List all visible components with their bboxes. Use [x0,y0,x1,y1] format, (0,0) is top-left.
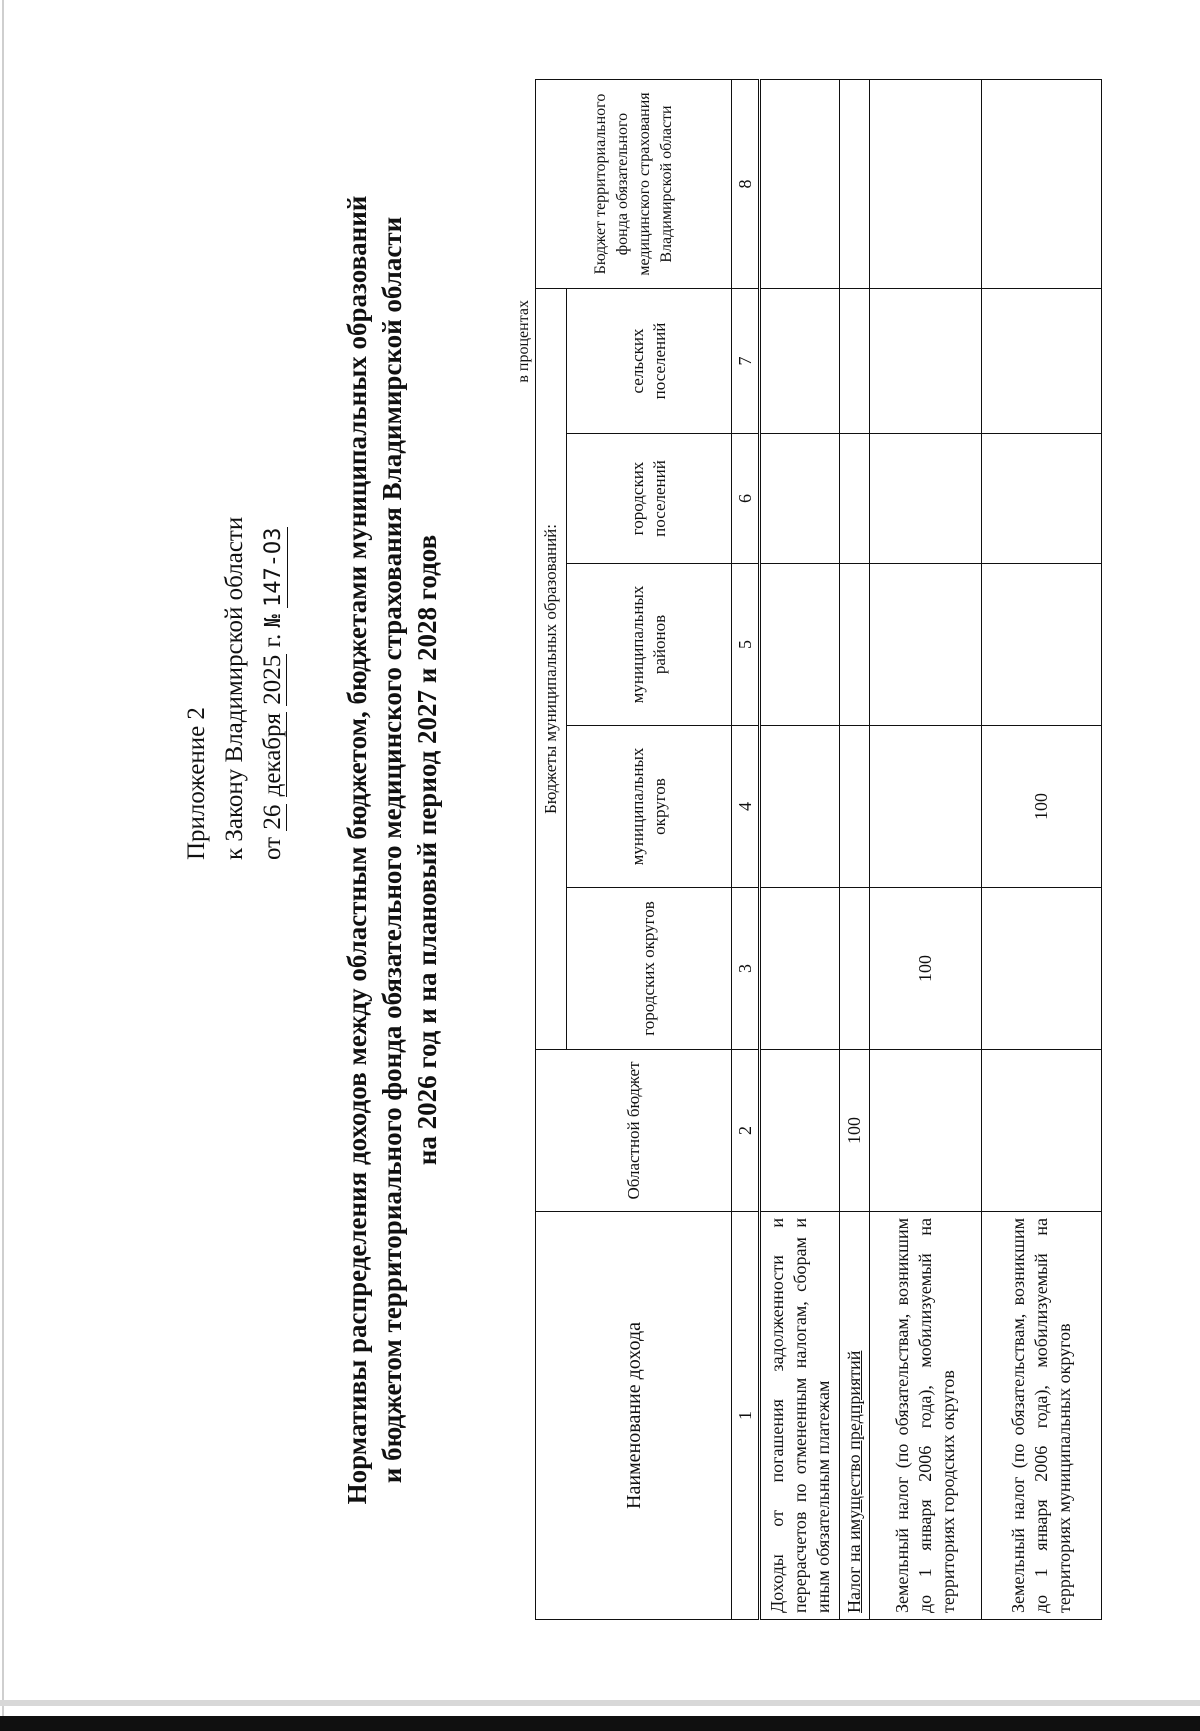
column-number: 5 [732,564,760,726]
appendix-line-1: Приложение 2 [183,707,210,860]
appendix-month: декабря [259,712,286,797]
appendix-year: 2025 [259,654,286,705]
header-fund-budget: Бюджет территориального фонда обязательного медицинского страхования Владимирской области [536,80,732,289]
table-row [840,80,870,1620]
scan-edge-bottom-shadow [0,1700,1200,1706]
row-city-districts-value: 100 [870,888,982,1050]
header-city-districts: городских округов [567,888,732,1050]
row-rural-settlements-value [840,289,870,434]
column-number: 4 [732,726,760,888]
row-regional-value: 100 [840,1050,870,1212]
row-urban-settlements-value [870,434,982,564]
appendix-block [178,517,293,860]
row-income-name: Земельный налог (по обязательствам, возникшим до 1 января 2006 года), мобилизуемый на территориях муниципальных округов [982,1212,1102,1620]
row-urban-settlements-value [840,434,870,564]
appendix-number: 147-ОЗ [261,527,286,608]
header-rural-settlements: сельских поселений [567,289,732,434]
scan-edge-left [2,0,4,1731]
row-fund-value [760,80,840,289]
row-rural-settlements-value [870,289,982,434]
row-city-districts-value [982,888,1102,1050]
column-number: 2 [732,1050,760,1212]
row-municipal-districts-value [840,726,870,888]
title-line-2: и бюджетом территориального фонда обязательного медицинского страхования Владимирской области [377,216,407,1484]
row-city-districts-value [760,888,840,1050]
row-rural-settlements-value [982,289,1102,434]
appendix-line-3 [254,517,293,860]
table-row [982,80,1102,1620]
row-municipal-districts-value [870,726,982,888]
column-number: 7 [732,289,760,434]
row-urban-settlements-value [982,434,1102,564]
row-municipal-regions-value [870,564,982,726]
header-municipal-districts: муниципальных округов [567,726,732,888]
appendix-number-sign: № [261,614,286,628]
column-number: 8 [732,80,760,289]
norms-table [535,79,1102,1620]
row-municipal-regions-value [760,564,840,726]
column-number: 3 [732,888,760,1050]
unit-label: в процентах [515,300,532,383]
document-title [340,10,445,1690]
header-municipal-regions: муниципальных районов [567,564,732,726]
table-row [870,80,982,1620]
document-page [10,10,1110,1690]
row-fund-value [840,80,870,289]
title-line-3: на 2026 год и на плановый период 2027 и 2028 годов [412,534,442,1166]
row-rural-settlements-value [760,289,840,434]
row-municipal-regions-value [840,564,870,726]
header-income-name: Наименование дохода [536,1212,732,1620]
row-regional-value [982,1050,1102,1212]
appendix-line-2: к Закону Владимирской области [221,516,248,860]
scan-edge-bottom [0,1716,1200,1731]
row-regional-value [760,1050,840,1212]
column-number: 1 [732,1212,760,1620]
header-urban-settlements: городских поселений [567,434,732,564]
header-regional-budget: Областной бюджет [536,1050,732,1212]
row-fund-value [870,80,982,289]
row-income-name: Налог на имущество предприятий [840,1212,870,1620]
row-income-name: Земельный налог (по обязательствам, возникшим до 1 января 2006 года), мобилизуемый на территориях городских округов [870,1212,982,1620]
row-municipal-districts-value [760,726,840,888]
column-number: 6 [732,434,760,564]
row-municipal-regions-value [982,564,1102,726]
row-city-districts-value [840,888,870,1050]
title-line-1: Нормативы распределения доходов между областным бюджетом, бюджетами муниципальных образований [342,195,372,1505]
row-regional-value [870,1050,982,1212]
row-income-name: Доходы от погашения задолженности и перерасчетов по отмененным налогам, сборам и иным обязательным платежам [760,1212,840,1620]
row-urban-settlements-value [760,434,840,564]
column-number-row [732,80,760,1620]
row-fund-value [982,80,1102,289]
appendix-from: от [259,836,286,860]
row-municipal-districts-value: 100 [982,726,1102,888]
table-row [760,80,840,1620]
appendix-day: 26 [259,804,286,830]
header-municipal-group: Бюджеты муниципальных образований: [536,289,567,1050]
appendix-year-suffix: г. [259,633,286,648]
